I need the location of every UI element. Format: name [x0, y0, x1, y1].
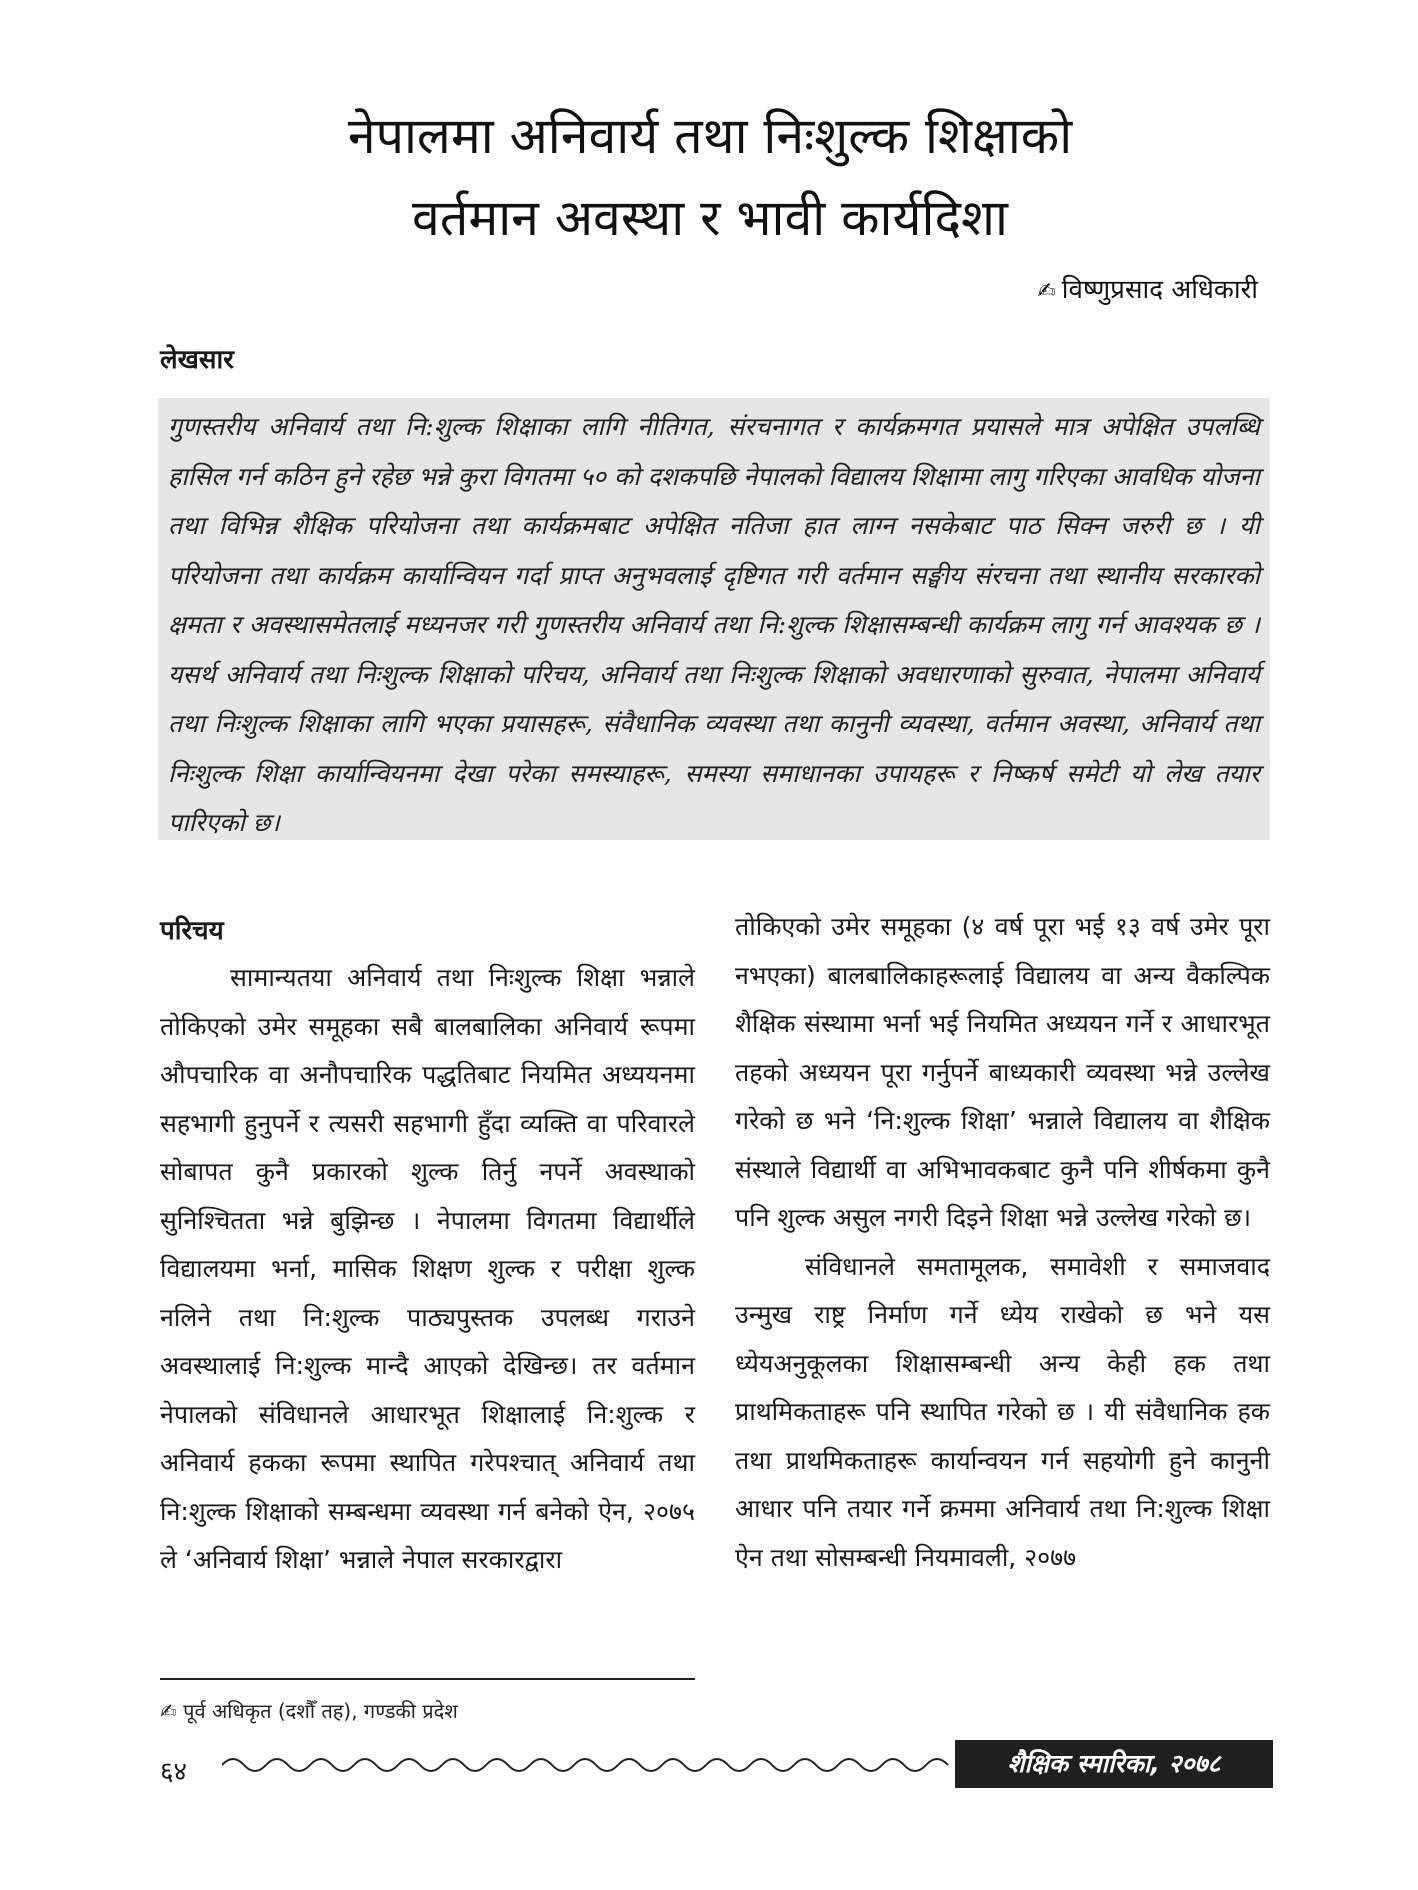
paragraph-1: सामान्यतया अनिवार्य तथा निःशुल्क शिक्षा भन्नाले तोकिएको उमेर समूहका सबै बालबालिका अनिवार्य रूपमा औपचारिक वा अनौपचारिक पद्धतिबाट नियमित अध्ययनमा सहभागी हुनुपर्ने र त्यसरी सहभागी हुँदा व्यक्ति वा परिवारले सोबापत कुनै प्रकारको शुल्क तिर्नु नपर्ने अवस्थाको सुनिश्चितता भन्ने बुझिन्छ । नेपालमा विगतमा विद्यार्थीले विद्यालयमा भर्ना, मासिक शिक्षण शुल्क र परीक्षा शुल्क नलिने तथा नि:शुल्क पाठ्यपुस्तक उपलब्ध गराउने अवस्थालाई नि:शुल्क मान्दै आएको देखिन्छ। तर वर्तमान नेपालको संविधानले आधारभूत शिक्षालाई नि:शुल्क र अनिवार्य हकका रूपमा स्थापित गरेपश्चात् अनिवार्य तथा नि:शुल्क शिक्षाको सम्बन्धमा व्यवस्था गर्न बनेको ऐन, २०७५ ले ‘अनिवार्य शिक्षा’ भन्नाले नेपाल सरकारद्वारा: [160, 963, 695, 1574]
wave-divider: [222, 1752, 952, 1778]
footnote-rule: [160, 1678, 695, 1680]
abstract-heading: लेखसार: [160, 345, 234, 375]
title-line-1: नेपालमा अनिवार्य तथा निःशुल्क शिक्षाको: [347, 107, 1073, 165]
pen-icon: ✍: [160, 1699, 177, 1723]
author-name: विष्णुप्रसाद अधिकारी: [1061, 275, 1258, 305]
author-byline: [1037, 270, 1258, 306]
section-heading-intro: परिचय: [160, 916, 224, 946]
abstract-box: गुणस्तरीय अनिवार्य तथा नि:शुल्क शिक्षाका लागि नीतिगत, संरचनागत र कार्यक्रमगत प्रयासले मात्र अपेक्षित उपलब्धि हासिल गर्न कठिन हुने रहेछ भन्ने कुरा विगतमा ५० को दशकपछि नेपालको विद्यालय शिक्षामा लागु गरिएका आवधिक योजना तथा विभिन्न शैक्षिक परियोजना तथा कार्यक्रमबाट अपेक्षित नतिजा हात लाग्न नसकेबाट पाठ सिक्न जरुरी छ । यी परियोजना तथा कार्यक्रम कार्यान्वियन गर्दा प्राप्त अनुभवलाई दृष्टिगत गरी वर्तमान सङ्घीय संरचना तथा स्थानीय सरकारको क्षमता र अवस्थासमेतलाई मध्यनजर गरी गुणस्तरीय अनिवार्य तथा नि:शुल्क शिक्षासम्बन्धी कार्यक्रम लागु गर्न आवश्यक छ । यसर्थ अनिवार्य तथा निःशुल्क शिक्षाको परिचय, अनिवार्य तथा निःशुल्क शिक्षाको अवधारणाको सुरुवात, नेपालमा अनिवार्य तथा निःशुल्क शिक्षाका लागि भएका प्रयासहरू, संवैधानिक व्यवस्था तथा कानुनी व्यवस्था, वर्तमान अवस्था, अनिवार्य तथा निःशुल्क शिक्षा कार्यान्वियनमा देखा परेका समस्याहरू, समस्या समाधानका उपायहरू र निष्कर्ष समेटी यो लेख तयार पारिएको छ।: [158, 398, 1270, 840]
title-line-2: वर्तमान अवस्था र भावी कार्यदिशा: [412, 189, 1008, 247]
page-number: ६४: [160, 1757, 188, 1787]
paragraph-1-continued: तोकिएको उमेर समूहका (४ वर्ष पूरा भई १३ वर्ष उमेर पूरा नभएका) बालबालिकाहरूलाई विद्यालय वा अन्य वैकल्पिक शैक्षिक संस्थामा भर्ना भई नियमित अध्ययन गर्ने र आधारभूत तहको अध्ययन पूरा गर्नुपर्ने बाध्यकारी व्यवस्था भन्ने उल्लेख गरेको छ भने ‘नि:शुल्क शिक्षा’ भन्नाले विद्यालय वा शैक्षिक संस्थाले विद्यार्थी वा अभिभावकबाट कुनै पनि शीर्षकमा कुनै पनि शुल्क असुल नगरी दिइने शिक्षा भन्ने उल्लेख गरेको छ।: [735, 912, 1270, 1232]
body-column-left: [160, 908, 695, 1585]
body-column-right: [735, 903, 1270, 1582]
article-title: [120, 95, 1300, 259]
footnote: [160, 1697, 458, 1724]
footnote-text: पूर्व अधिकृत (दशौँ तह), गण्डकी प्रदेश: [183, 1699, 458, 1723]
pen-icon: ✍: [1037, 279, 1056, 304]
paragraph-2: संविधानले समतामूलक, समावेशी र समाजवाद उन्मुख राष्ट्र निर्माण गर्ने ध्येय राखेको छ भने यस ध्येयअनुकूलका शिक्षासम्बन्धी अन्य केही हक तथा प्राथमिकताहरू पनि स्थापित गरेको छ । यी संवैधानिक हक तथा प्राथमिकताहरू कार्यान्वयन गर्न सहयोगी हुने कानुनी आधार पनि तयार गर्ने क्रममा अनिवार्य तथा नि:शुल्क शिक्षा ऐन तथा सोसम्बन्धी नियमावली, २०७७: [735, 1251, 1270, 1572]
journal-name-badge: शैक्षिक स्मारिका, २०७८: [955, 1740, 1273, 1788]
